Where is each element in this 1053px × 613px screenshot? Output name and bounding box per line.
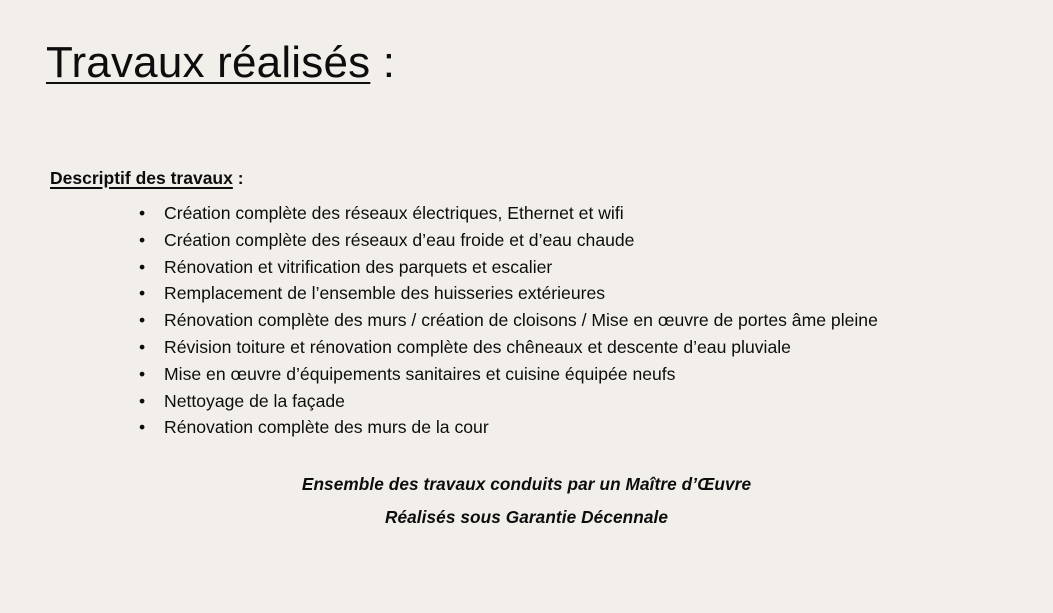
list-item-label: Remplacement de l’ensemble des huisseries extérieures [164, 283, 606, 304]
list-item [133, 414, 1033, 441]
closing-line-1: Ensemble des travaux conduits par un Maître d’Œuvre [301, 474, 752, 494]
bullet-dot-icon: • [139, 256, 146, 277]
list-item [133, 307, 1033, 334]
bullet-dot-icon: • [139, 417, 146, 438]
list-item [133, 280, 1033, 307]
bullet-dot-icon: • [139, 336, 146, 357]
section-heading [50, 168, 244, 189]
closing-note [0, 468, 1053, 534]
list-item [133, 200, 1033, 227]
closing-line-2: Réalisés sous Garantie Décennale [384, 507, 669, 527]
list-item-label: Rénovation complète des murs / création de cloisons / Mise en œuvre de portes âme pleine [164, 310, 878, 331]
list-item [133, 388, 1033, 415]
section-heading-suffix: : [232, 168, 244, 188]
bullet-dot-icon: • [139, 229, 146, 250]
list-item [133, 227, 1033, 254]
page-title-text: Travaux réalisés [46, 38, 371, 87]
bullet-dot-icon: • [139, 390, 146, 411]
list-item-label: Rénovation et vitrification des parquets et escalier [164, 256, 553, 277]
list-item [133, 361, 1033, 388]
list-item-label: Création complète des réseaux électriques, Ethernet et wifi [164, 203, 624, 223]
page-title [46, 38, 395, 88]
list-item [133, 254, 1033, 281]
list-item-label: Mise en œuvre d’équipements sanitaires et cuisine équipée neufs [164, 363, 676, 384]
list-item [133, 334, 1033, 361]
bullet-dot-icon: • [139, 203, 146, 223]
works-bullet-list [133, 200, 1033, 441]
bullet-dot-icon: • [139, 363, 146, 384]
list-item-label: Nettoyage de la façade [164, 390, 345, 411]
list-item-label: Révision toiture et rénovation complète des chêneaux et descente d’eau pluviale [164, 336, 791, 357]
page-title-suffix: : [370, 38, 396, 87]
list-item-label: Rénovation complète des murs de la cour [164, 417, 489, 438]
bullet-dot-icon: • [139, 283, 146, 304]
section-heading-text: Descriptif des travaux [50, 168, 233, 188]
bullet-dot-icon: • [139, 310, 146, 331]
list-item-label: Création complète des réseaux d’eau froide et d’eau chaude [164, 229, 635, 250]
